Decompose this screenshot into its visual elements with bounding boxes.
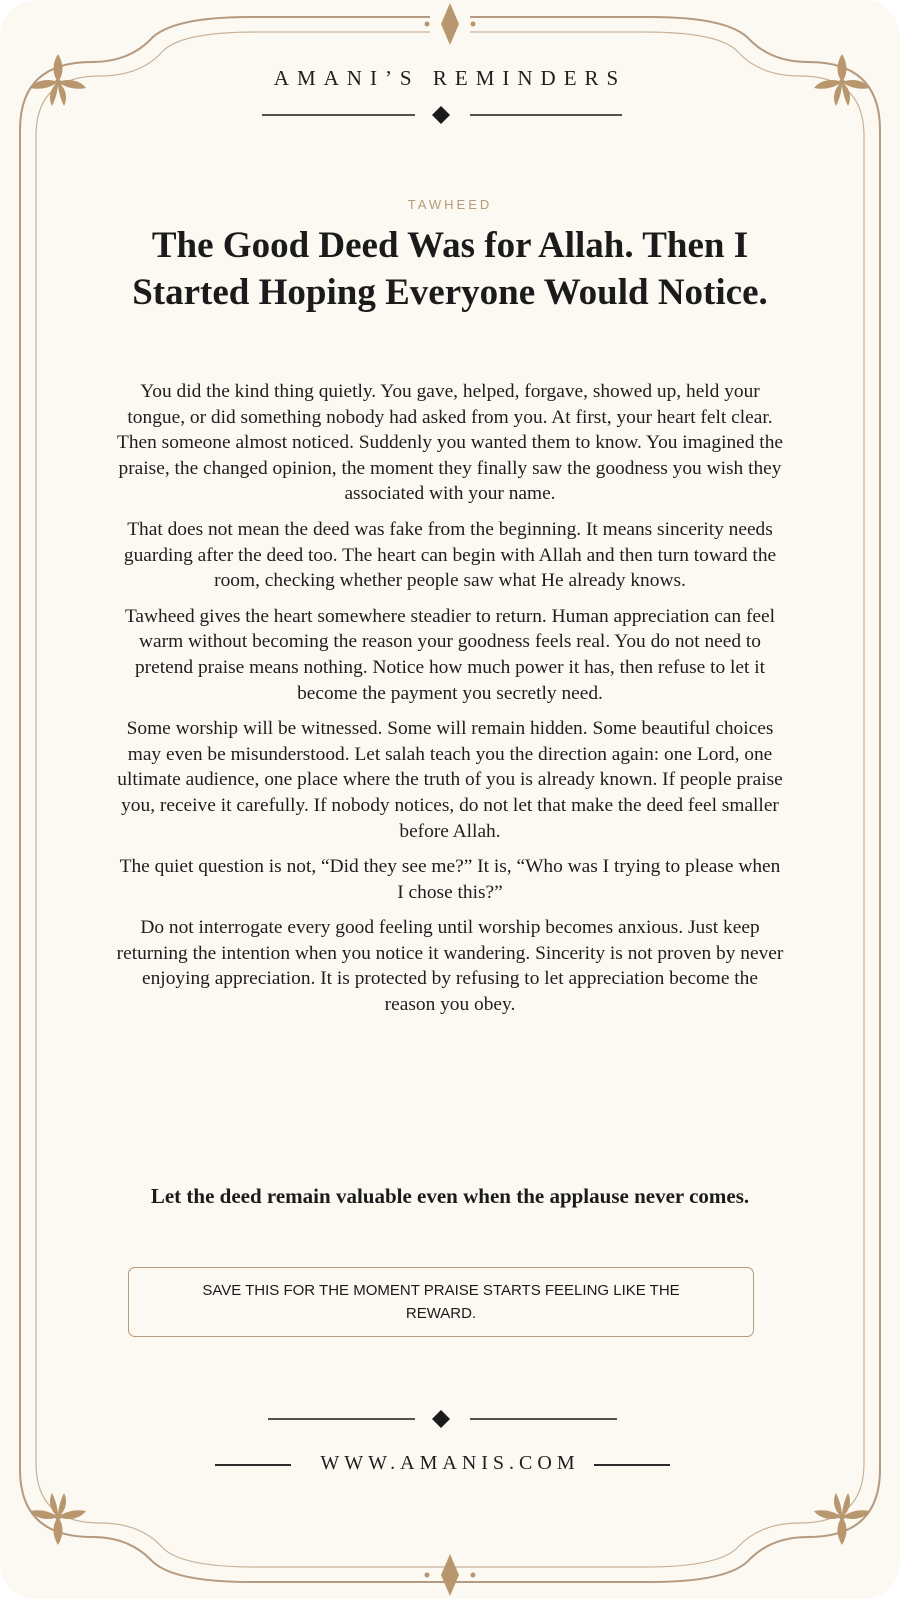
paragraph-3: Tawheed gives the heart somewhere steadier to return. Human appreciation can feel warm without becoming the reason your goodness feels real. You do not need to pretend praise means nothing. Notice how much power it has, then refuse to let it become the payment you secretly need. — [124, 605, 776, 704]
website-link[interactable]: WWW.AMANIS.COM — [320, 1452, 580, 1474]
paragraph-2: That does not mean the deed was fake from the beginning. It means sincerity needs guarding after the deed too. The heart can begin with Allah and then turn toward the room, checking whether people saw what He already knows. — [123, 518, 777, 592]
website-line-right — [594, 1464, 670, 1466]
save-note-text: SAVE THIS FOR THE MOMENT PRAISE STARTS FEELING LIKE THE REWARD. — [202, 1282, 680, 1322]
bottom-diamond-ornament — [425, 1554, 476, 1596]
paragraph-5: The quiet question is not, “Did they see me?” It is, “Who was I trying to please when I chose this?” — [119, 856, 781, 903]
category-label: TAWHEED — [407, 197, 493, 212]
footer-divider-icon — [268, 1410, 617, 1428]
save-note-box — [128, 1267, 754, 1337]
article-body — [116, 379, 784, 1028]
paragraph-4: Some worship will be witnessed. Some will remain hidden. Some beautiful choices may even be misunderstood. Let salah teach you the direction again: one Lord, one ultimate audience, one place where the truth of you is already known. If people praise you, receive it carefully. If nobody notices, do not let that make the deed feel smaller before Allah. — [117, 718, 783, 842]
top-diamond-ornament — [425, 3, 476, 45]
paragraph-1: You did the kind thing quietly. You gave, helped, forgave, showed up, held your tongue, or did something nobody had asked from you. At first, your heart felt clear. Then someone almost noticed. Suddenly you wanted them to know. You imagined the praise, the changed opinion, the moment they finally saw the goodness you wish they associated with your name. — [116, 381, 783, 505]
closing-statement: Let the deed remain valuable even when the applause never comes. — [150, 1184, 750, 1208]
header-divider-icon — [262, 106, 622, 124]
article-title: The Good Deed Was for Allah. Then I Started Hoping Everyone Would Notice. — [132, 225, 768, 313]
paragraph-6: Do not interrogate every good feeling until worship becomes anxious. Just keep returning the intention when you notice it wandering. Sincerity is not proven by never enjoying appreciation. It is protected by refusing to let appreciation become the reason you obey. — [116, 917, 784, 1016]
brand-title: AMANI’S REMINDERS — [273, 66, 627, 90]
